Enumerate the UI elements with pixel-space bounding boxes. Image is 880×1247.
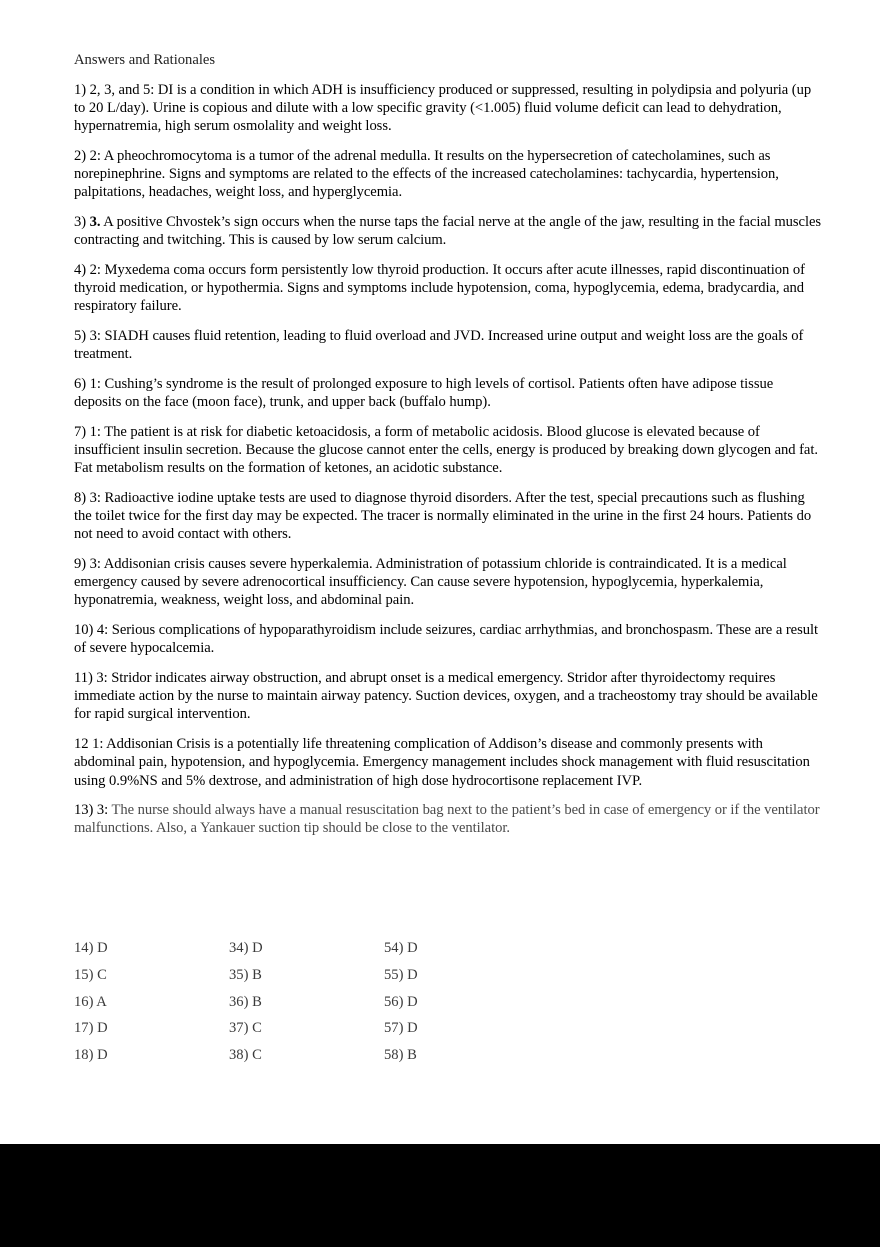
rationale-text: Addisonian Crisis is a potentially life threatening complication of Addison’s disease and commonly presents with abdominal pain, hypotension, and hypoglycemia. Emergency management includes shock management with fluid resuscitation using 0.9%NS and 5% dextrose, and administration of high dose hydrocortisone replacement IVP. [74,736,810,789]
rationale-9 [74,555,822,610]
answer-key-cell: 58) B [384,1047,417,1064]
rationale-number: 1) 2, 3, and 5: [74,81,155,98]
answer-key-cell: 56) D [384,993,418,1010]
rationale-text: Radioactive iodine uptake tests are used to diagnose thyroid disorders. After the test, special precautions such as flushing the toilet twice for the first day may be expected. The tracer is normally eliminated in the urine in the first 24 hours. Patients do not need to avoid contact with others. [74,489,812,543]
rationale-text: The patient is at risk for diabetic ketoacidosis, a form of metabolic acidosis. Blood glucose is elevated because of insufficient insulin secretion. Because the glucose cannot enter the cells, energy is produced by breaking down glycogen and fat. Fat metabolism results on the formation of ketones, an acidotic substance. [74,423,818,477]
rationale-number: 8) 3: [74,489,101,506]
rationale-text: Cushing’s syndrome is the result of prolonged exposure to high levels of cortisol. Patients often have adipose tissue deposits on the face (moon face), trunk, and upper back (buffalo hump). [74,375,774,411]
rationale-text: A positive Chvostek’s sign occurs when the nurse taps the facial nerve at the angle of the jaw, resulting in the facial muscles contracting and twitching. This is caused by low serum calcium. [74,213,822,249]
answer-key-cell: 34) D [229,940,263,956]
rationale-text: Serious complications of hypoparathyroidism include seizures, cardiac arrhythmias, and bronchospasm. These are a result of severe hypocalcemia. [74,622,818,657]
rationale-number: 11) 3: [74,669,108,686]
rationale-5 [74,327,822,363]
answer-key-cell: 55) D [384,966,418,983]
answer-key-cell: 36) B [229,993,262,1010]
rationale-number: 6) 1: [74,375,101,392]
rationale-7 [74,423,822,478]
rationale-text: The nurse should always have a manual resuscitation bag next to the patient’s bed in case of emergency or if the ventilator malfunctions. Also, a Yankauer suction tip should be close to the ventilator. [74,802,820,837]
answer-key-cell: 38) C [229,1047,262,1064]
rationale-text: Addisonian crisis causes severe hyperkalemia. Administration of potassium chloride is contraindicated. It is a medical emergency caused by severe adrenocortical insufficiency. Can cause severe hypotension, hypoglycemia, hyperkalemia, hyponatremia, weakness, weight loss, and abdominal pain. [74,555,787,609]
answer-key-cell: 54) D [384,940,418,956]
rationale-11 [74,669,822,724]
rationale-number: 12 1: [74,736,104,753]
answer-key-row [74,966,574,993]
answer-key-cell: 35) B [229,966,262,983]
answer-key-row [74,939,574,966]
bottom-letterbox-bar [0,1144,880,1247]
rationale-answer-bold: 3. [89,213,101,230]
rationale-number: 2) 2: [74,147,101,164]
rationale-1 [74,81,822,136]
answer-key-cell: 57) D [384,1020,418,1037]
answer-key-row [74,1046,574,1073]
rationale-2 [74,147,822,202]
answer-key-row [74,993,574,1020]
rationale-number: 13) 3: [74,802,109,819]
rationale-4 [74,261,822,316]
answer-key-cell: 17) D [74,1020,108,1037]
rationale-number: 3) [74,213,90,230]
answer-key-row [74,1019,574,1046]
rationale-number: 9) 3: [74,555,101,572]
rationale-number: 10) 4: [74,622,109,639]
rationale-text: DI is a condition in which ADH is insufficiency produced or suppressed, resulting in polydipsia and polyuria (up to 20 L/day). Urine is copious and dilute with a low specific gravity (<1.005) fluid volume deficit can lead to dehydration, hypernatremia, high serum osmolality and weight loss. [74,81,812,135]
rationale-text: Stridor indicates airway obstruction, and abrupt onset is a medical emergency. Stridor after thyroidectomy requires immediate action by the nurse to maintain airway patency. Suction devices, oxygen, and a tracheostomy tray should be available for rapid surgical intervention. [74,669,818,723]
rationale-6 [74,375,822,411]
answer-key-cell: 37) C [229,1020,262,1037]
rationale-number: 7) 1: [74,423,101,440]
rationale-text: SIADH causes fluid retention, leading to fluid overload and JVD. Increased urine output and weight loss are the goals of treatment. [74,327,804,363]
answer-key-cell: 14) D [74,940,108,956]
document-title: Answers and Rationales [74,52,216,68]
rationale-3 [74,213,822,249]
rationales-section [74,51,822,849]
rationale-12 [74,735,822,790]
rationale-text: A pheochromocytoma is a tumor of the adrenal medulla. It results on the hypersecretion of catecholamines, such as norepinephrine. Signs and symptoms are related to the effects of the increased catecholamines: tachycardia, hypertension, palpitations, headaches, weight loss, and hyperglycemia. [74,147,779,201]
answer-key-grid [74,939,574,1073]
rationale-8 [74,489,822,544]
answer-key-cell: 16) A [74,993,107,1010]
answer-key-cell: 15) C [74,966,107,983]
rationale-13 [74,801,822,837]
rationale-number: 5) 3: [74,327,101,344]
rationale-text: Myxedema coma occurs form persistently low thyroid production. It occurs after acute illnesses, rapid discontinuation of thyroid medication, or hypothermia. Signs and symptoms include hypotension, coma, hypoglycemia, edema, bradycardia, and respiratory failure. [74,261,805,315]
answer-key-cell: 18) D [74,1047,108,1064]
rationale-number: 4) 2: [74,261,101,278]
rationale-10 [74,621,822,657]
